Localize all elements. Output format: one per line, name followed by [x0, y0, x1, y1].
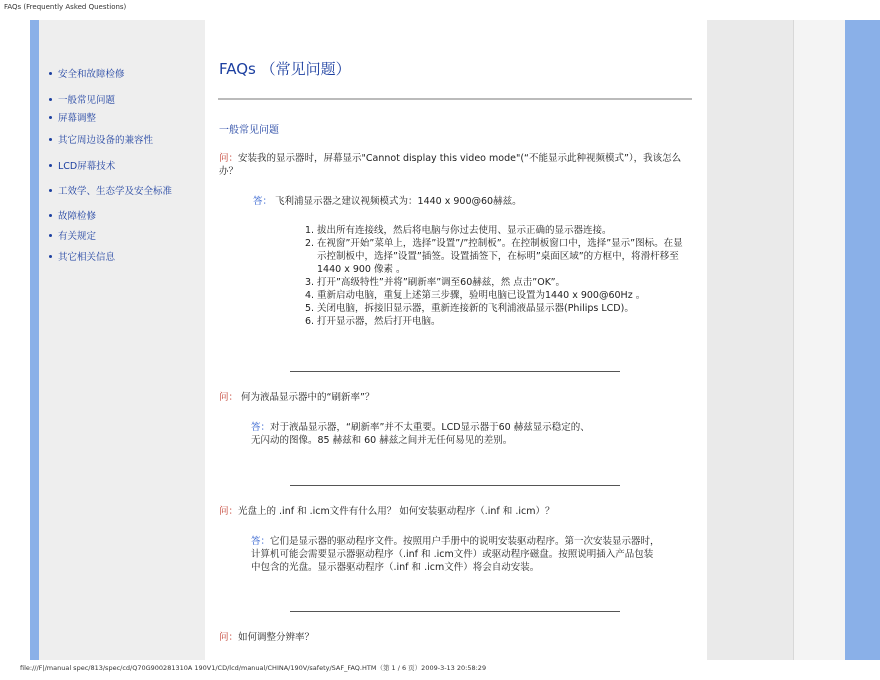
nav-item-regulatory[interactable]: [49, 228, 96, 242]
bullet-icon: [49, 164, 52, 167]
question-3: [219, 505, 691, 518]
nav-item-other-info[interactable]: [49, 249, 115, 263]
question-label: 问：: [219, 392, 239, 403]
answer-label: 答：: [253, 196, 273, 207]
answer-label: 答：: [251, 422, 271, 433]
answer-label: 答：: [251, 536, 271, 547]
answer-2: [251, 421, 661, 447]
right-gutter: [707, 20, 793, 660]
question-label: 问：: [219, 153, 239, 164]
list-item: 2. 在视窗”开始”菜单上，选择”设置”/”控制板”。在控制板窗口中，选择”显示”图标。在显示控制板中，选择”设置”插签。设置插签下，在标明”桌面区域”的方框中，将滑杆移至 1440 x 900 像素 。: [305, 238, 683, 275]
bullet-icon: [49, 255, 52, 258]
bullet-icon: [49, 116, 52, 119]
bullet-icon: [49, 138, 52, 141]
divider: [290, 485, 620, 486]
nav-item-safety[interactable]: [49, 66, 125, 80]
nav-link[interactable]: 一般常见问题: [58, 95, 116, 106]
section-heading: 一般常见问题: [219, 125, 279, 136]
answer-text: 对于液晶显示器，“刷新率”并不太重要。LCD显示器于60 赫兹显示稳定的、: [270, 422, 590, 433]
nav-item-ergonomics[interactable]: [49, 183, 172, 197]
page-footer: file:///F|/manual spec/813/spec/cd/Q70G900281310A 190V1/CD/lcd/manual/CHINA/190V/safety/SAF_FAQ.HTM（第 1 / 6 页）2009-3-13 20:58:29: [20, 664, 487, 672]
steps-list: [305, 224, 689, 328]
nav-item-screen-adjust[interactable]: [49, 110, 96, 124]
question-text: 何为液晶显示器中的“刷新率”？: [241, 392, 375, 403]
right-gutter-2: [793, 20, 845, 660]
nav-item-compatibility[interactable]: [49, 132, 153, 146]
answer-text: 飞利浦显示器之建议视频模式为：1440 x 900@60赫兹。: [275, 196, 522, 207]
list-item: 1. 拔出所有连接线，然后将电脑与你过去使用、显示正确的显示器连接。: [305, 225, 612, 236]
answer-1: [253, 195, 689, 208]
list-item: 5. 关闭电脑，拆接旧显示器，重新连接新的飞利浦液晶显示器(Philips LCD)。: [305, 303, 634, 314]
nav-link[interactable]: LCD屏幕技术: [58, 161, 116, 172]
bullet-icon: [49, 234, 52, 237]
bullet-icon: [49, 72, 52, 75]
divider: [290, 611, 620, 612]
list-item: 3. 打开”高级特性”并将”刷新率”调至60赫兹，然 点击”OK”。: [305, 277, 566, 288]
question-text: 如何调整分辨率？: [238, 632, 315, 643]
nav-link[interactable]: 故障检修: [58, 211, 97, 222]
nav-link[interactable]: 工效学、生态学及安全标准: [58, 186, 173, 197]
question-1: [219, 152, 691, 178]
question-text: 安装我的显示器时，屏幕显示"Cannot display this video mode"(“不能显示此种视频模式”），我该怎么办？: [219, 153, 682, 177]
nav-item-lcd-tech[interactable]: [49, 158, 115, 172]
nav-link[interactable]: 安全和故障检修: [58, 69, 125, 80]
page-title: FAQs （常见问题）: [219, 60, 351, 78]
divider: [290, 371, 620, 372]
nav-link[interactable]: 屏幕调整: [58, 113, 97, 124]
bullet-icon: [49, 214, 52, 217]
answer-text: 无闪动的图像。85 赫兹和 60 赫兹之间并无任何易见的差别。: [251, 435, 513, 446]
bullet-icon: [49, 189, 52, 192]
left-accent-bar: [30, 20, 39, 660]
title-divider: [218, 98, 692, 100]
nav-item-general-faq[interactable]: [49, 92, 115, 106]
bullet-icon: [49, 98, 52, 101]
nav-link[interactable]: 有关规定: [58, 231, 97, 242]
right-accent-bar: [845, 20, 880, 660]
nav-link[interactable]: 其它相关信息: [58, 252, 116, 263]
list-item: 4. 重新启动电脑，重复上述第三步骤，验明电脑已设置为1440 x 900@60Hz 。: [305, 290, 646, 301]
question-label: 问：: [219, 506, 239, 517]
question-4: [219, 631, 691, 644]
nav-item-troubleshooting[interactable]: [49, 208, 96, 222]
answer-3: [251, 535, 661, 574]
answer-text: 它们是显示器的驱动程序文件。按照用户手册中的说明安装驱动程序。第一次安装显示器时，计算机可能会需要显示器驱动程序（.inf 和 .icm文件）或驱动程序磁盘。按照说明插入产品包装中包含的光盘。显示器驱动程序（.inf 和 .icm文件）将会自动安装。: [251, 536, 660, 573]
question-2: [219, 391, 691, 404]
page-header: FAQs (Frequently Asked Questions): [4, 3, 127, 11]
question-label: 问：: [219, 632, 239, 643]
question-text: 光盘上的 .inf 和 .icm文件有什么用？ 如何安装驱动程序（.inf 和 .icm）？: [238, 506, 555, 517]
list-item: 6. 打开显示器，然后打开电脑。: [305, 316, 441, 327]
nav-link[interactable]: 其它周边设备的兼容性: [58, 135, 154, 146]
